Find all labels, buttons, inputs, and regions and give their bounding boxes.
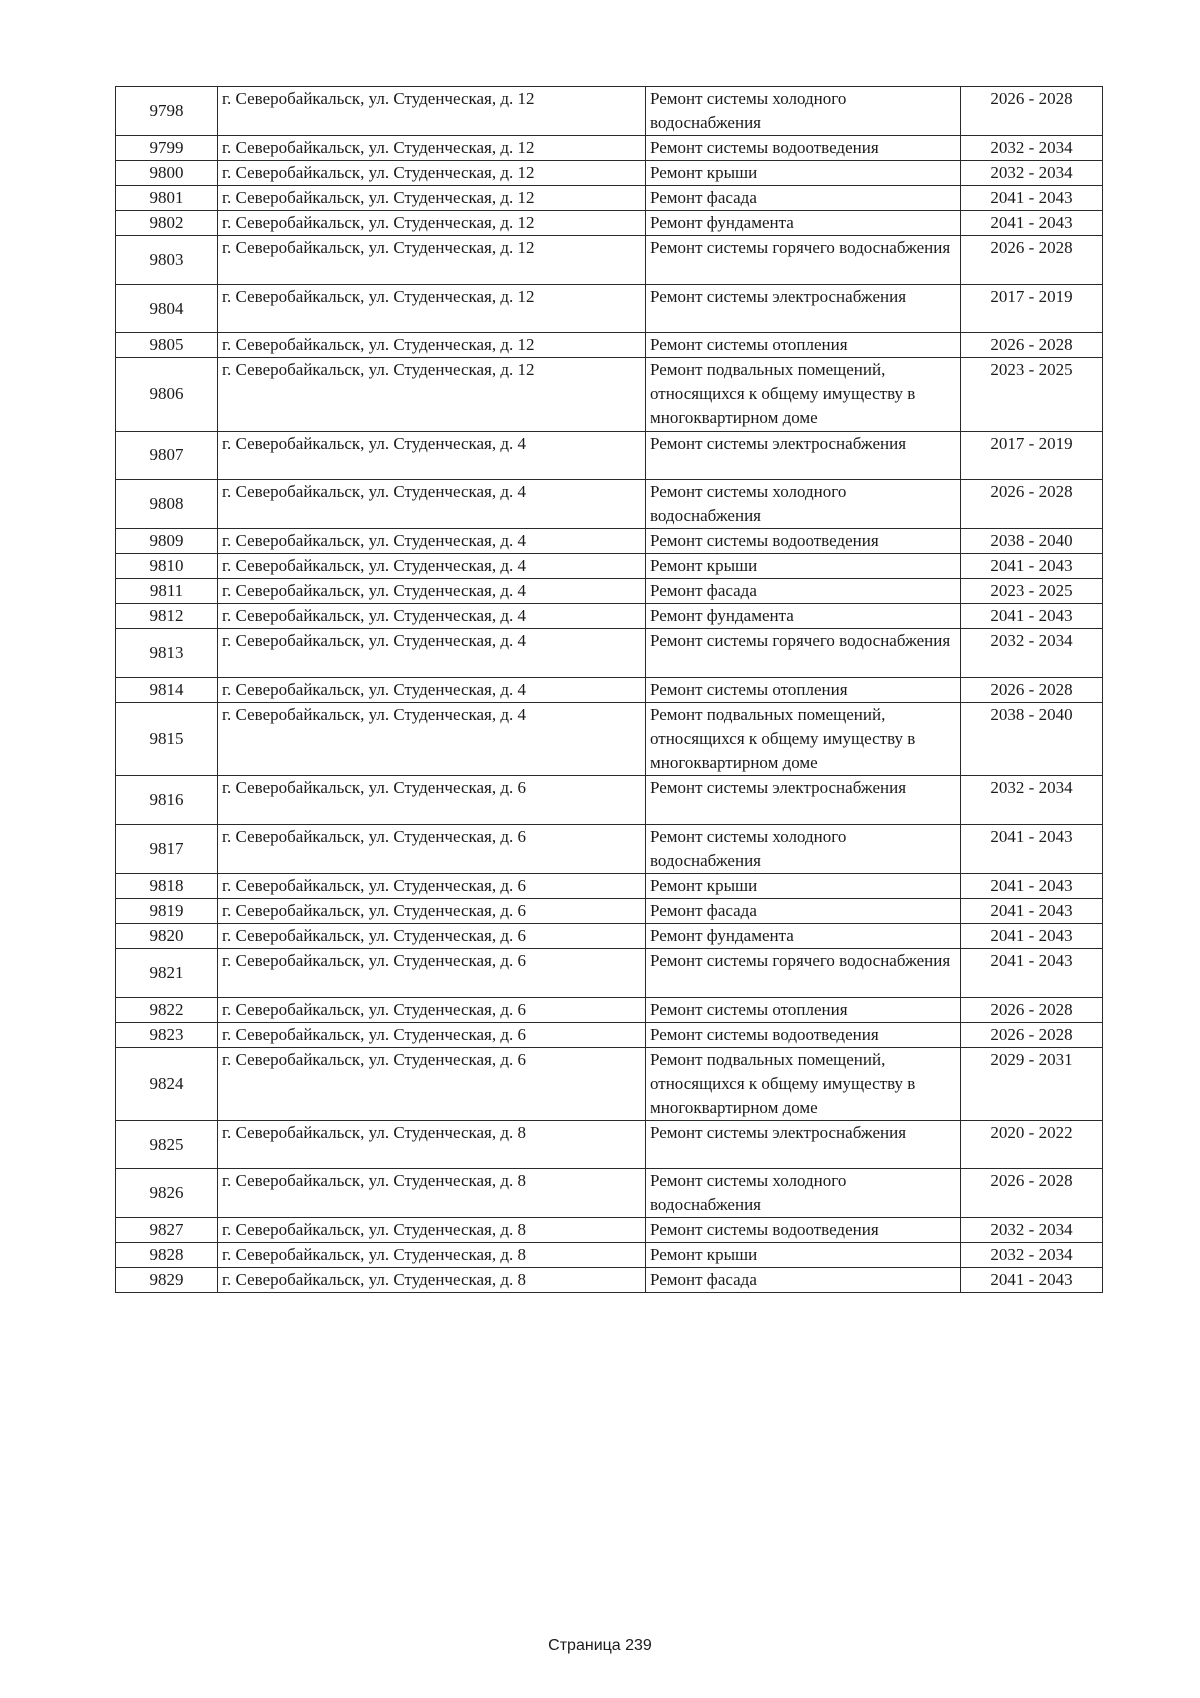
cell-work-type: Ремонт крыши	[646, 873, 961, 898]
cell-work-type: Ремонт системы электроснабжения	[646, 431, 961, 480]
cell-work-type: Ремонт системы водоотведения	[646, 529, 961, 554]
cell-work-type: Ремонт системы водоотведения	[646, 1218, 961, 1243]
table-row	[116, 554, 1103, 579]
cell-period: 2041 - 2043	[961, 554, 1103, 579]
table-body	[116, 87, 1103, 1293]
cell-number: 9824	[116, 1047, 218, 1120]
cell-period: 2026 - 2028	[961, 236, 1103, 285]
cell-period: 2026 - 2028	[961, 333, 1103, 358]
cell-period: 2032 - 2034	[961, 1218, 1103, 1243]
cell-period: 2041 - 2043	[961, 211, 1103, 236]
cell-number: 9799	[116, 136, 218, 161]
cell-address: г. Северобайкальск, ул. Студенческая, д. 6	[218, 1047, 646, 1120]
cell-period: 2041 - 2043	[961, 186, 1103, 211]
cell-address: г. Северобайкальск, ул. Студенческая, д. 12	[218, 136, 646, 161]
table-row	[116, 1169, 1103, 1218]
cell-work-type: Ремонт фасада	[646, 579, 961, 604]
cell-period: 2038 - 2040	[961, 702, 1103, 775]
cell-period: 2017 - 2019	[961, 431, 1103, 480]
cell-period: 2020 - 2022	[961, 1120, 1103, 1169]
cell-address: г. Северобайкальск, ул. Студенческая, д. 6	[218, 948, 646, 997]
cell-number: 9818	[116, 873, 218, 898]
cell-address: г. Северобайкальск, ул. Студенческая, д. 6	[218, 824, 646, 873]
table-row	[116, 997, 1103, 1022]
cell-work-type: Ремонт крыши	[646, 161, 961, 186]
cell-work-type: Ремонт фасада	[646, 186, 961, 211]
cell-number: 9801	[116, 186, 218, 211]
table-row	[116, 431, 1103, 480]
cell-address: г. Северобайкальск, ул. Студенческая, д. 4	[218, 604, 646, 629]
table-row	[116, 824, 1103, 873]
cell-work-type: Ремонт системы водоотведения	[646, 136, 961, 161]
table-row	[116, 1022, 1103, 1047]
cell-address: г. Северобайкальск, ул. Студенческая, д. 6	[218, 898, 646, 923]
cell-number: 9800	[116, 161, 218, 186]
cell-period: 2026 - 2028	[961, 677, 1103, 702]
cell-number: 9816	[116, 776, 218, 825]
table-row	[116, 284, 1103, 333]
cell-number: 9819	[116, 898, 218, 923]
cell-work-type: Ремонт системы электроснабжения	[646, 776, 961, 825]
cell-period: 2023 - 2025	[961, 579, 1103, 604]
cell-number: 9810	[116, 554, 218, 579]
cell-number: 9817	[116, 824, 218, 873]
cell-address: г. Северобайкальск, ул. Студенческая, д. 8	[218, 1268, 646, 1293]
table-row	[116, 136, 1103, 161]
cell-period: 2041 - 2043	[961, 604, 1103, 629]
cell-address: г. Северобайкальск, ул. Студенческая, д. 12	[218, 161, 646, 186]
table-row	[116, 873, 1103, 898]
cell-number: 9807	[116, 431, 218, 480]
cell-work-type: Ремонт системы отопления	[646, 997, 961, 1022]
cell-work-type: Ремонт системы холодного водоснабжения	[646, 87, 961, 136]
cell-address: г. Северобайкальск, ул. Студенческая, д. 6	[218, 776, 646, 825]
repair-schedule-table	[115, 86, 1103, 1293]
cell-number: 9809	[116, 529, 218, 554]
cell-number: 9822	[116, 997, 218, 1022]
cell-period: 2017 - 2019	[961, 284, 1103, 333]
cell-address: г. Северобайкальск, ул. Студенческая, д. 4	[218, 431, 646, 480]
table-row	[116, 1218, 1103, 1243]
table-row	[116, 1243, 1103, 1268]
cell-work-type: Ремонт подвальных помещений, относящихся к общему имуществу в многоквартирном доме	[646, 1047, 961, 1120]
cell-number: 9814	[116, 677, 218, 702]
cell-period: 2026 - 2028	[961, 1169, 1103, 1218]
cell-work-type: Ремонт системы отопления	[646, 677, 961, 702]
cell-address: г. Северобайкальск, ул. Студенческая, д. 8	[218, 1218, 646, 1243]
cell-period: 2032 - 2034	[961, 136, 1103, 161]
cell-work-type: Ремонт системы горячего водоснабжения	[646, 236, 961, 285]
cell-address: г. Северобайкальск, ул. Студенческая, д. 6	[218, 923, 646, 948]
cell-address: г. Северобайкальск, ул. Студенческая, д. 4	[218, 579, 646, 604]
cell-number: 9827	[116, 1218, 218, 1243]
table-row	[116, 529, 1103, 554]
cell-address: г. Северобайкальск, ул. Студенческая, д. 12	[218, 333, 646, 358]
cell-period: 2026 - 2028	[961, 1022, 1103, 1047]
cell-address: г. Северобайкальск, ул. Студенческая, д. 12	[218, 284, 646, 333]
cell-address: г. Северобайкальск, ул. Студенческая, д. 8	[218, 1243, 646, 1268]
cell-work-type: Ремонт фундамента	[646, 923, 961, 948]
cell-period: 2041 - 2043	[961, 824, 1103, 873]
cell-number: 9812	[116, 604, 218, 629]
cell-address: г. Северобайкальск, ул. Студенческая, д. 8	[218, 1120, 646, 1169]
cell-work-type: Ремонт фасада	[646, 898, 961, 923]
cell-address: г. Северобайкальск, ул. Студенческая, д. 12	[218, 236, 646, 285]
cell-number: 9821	[116, 948, 218, 997]
cell-address: г. Северобайкальск, ул. Студенческая, д. 12	[218, 211, 646, 236]
cell-number: 9798	[116, 87, 218, 136]
cell-work-type: Ремонт фасада	[646, 1268, 961, 1293]
table-row	[116, 629, 1103, 678]
cell-number: 9811	[116, 579, 218, 604]
cell-number: 9808	[116, 480, 218, 529]
table-row	[116, 579, 1103, 604]
cell-period: 2026 - 2028	[961, 997, 1103, 1022]
cell-period: 2023 - 2025	[961, 358, 1103, 431]
cell-number: 9806	[116, 358, 218, 431]
cell-number: 9805	[116, 333, 218, 358]
cell-work-type: Ремонт крыши	[646, 554, 961, 579]
cell-period: 2032 - 2034	[961, 776, 1103, 825]
table-row	[116, 776, 1103, 825]
cell-number: 9825	[116, 1120, 218, 1169]
cell-number: 9829	[116, 1268, 218, 1293]
table-row	[116, 923, 1103, 948]
cell-number: 9826	[116, 1169, 218, 1218]
cell-work-type: Ремонт системы электроснабжения	[646, 284, 961, 333]
table-row	[116, 161, 1103, 186]
cell-period: 2038 - 2040	[961, 529, 1103, 554]
cell-number: 9804	[116, 284, 218, 333]
cell-period: 2026 - 2028	[961, 480, 1103, 529]
cell-number: 9828	[116, 1243, 218, 1268]
table-row	[116, 211, 1103, 236]
cell-work-type: Ремонт системы холодного водоснабжения	[646, 1169, 961, 1218]
cell-address: г. Северобайкальск, ул. Студенческая, д. 6	[218, 1022, 646, 1047]
table-row	[116, 236, 1103, 285]
cell-address: г. Северобайкальск, ул. Студенческая, д. 4	[218, 480, 646, 529]
cell-address: г. Северобайкальск, ул. Студенческая, д. 12	[218, 358, 646, 431]
cell-period: 2026 - 2028	[961, 87, 1103, 136]
cell-address: г. Северобайкальск, ул. Студенческая, д. 6	[218, 997, 646, 1022]
table-row	[116, 480, 1103, 529]
cell-address: г. Северобайкальск, ул. Студенческая, д. 4	[218, 629, 646, 678]
table-row	[116, 358, 1103, 431]
cell-work-type: Ремонт системы электроснабжения	[646, 1120, 961, 1169]
table-row	[116, 1120, 1103, 1169]
cell-address: г. Северобайкальск, ул. Студенческая, д. 12	[218, 186, 646, 211]
cell-work-type: Ремонт крыши	[646, 1243, 961, 1268]
table-row	[116, 948, 1103, 997]
cell-work-type: Ремонт системы отопления	[646, 333, 961, 358]
cell-number: 9803	[116, 236, 218, 285]
cell-period: 2032 - 2034	[961, 161, 1103, 186]
cell-number: 9820	[116, 923, 218, 948]
cell-period: 2041 - 2043	[961, 1268, 1103, 1293]
cell-work-type: Ремонт системы горячего водоснабжения	[646, 948, 961, 997]
table-row	[116, 677, 1103, 702]
cell-period: 2041 - 2043	[961, 923, 1103, 948]
cell-work-type: Ремонт подвальных помещений, относящихся к общему имуществу в многоквартирном доме	[646, 702, 961, 775]
cell-address: г. Северобайкальск, ул. Студенческая, д. 4	[218, 677, 646, 702]
cell-number: 9813	[116, 629, 218, 678]
cell-address: г. Северобайкальск, ул. Студенческая, д. 12	[218, 87, 646, 136]
cell-address: г. Северобайкальск, ул. Студенческая, д. 4	[218, 702, 646, 775]
cell-address: г. Северобайкальск, ул. Студенческая, д. 6	[218, 873, 646, 898]
cell-address: г. Северобайкальск, ул. Студенческая, д. 4	[218, 529, 646, 554]
cell-number: 9815	[116, 702, 218, 775]
cell-period: 2029 - 2031	[961, 1047, 1103, 1120]
table-row	[116, 702, 1103, 775]
cell-period: 2032 - 2034	[961, 629, 1103, 678]
cell-work-type: Ремонт системы холодного водоснабжения	[646, 824, 961, 873]
table-row	[116, 1047, 1103, 1120]
table-row	[116, 1268, 1103, 1293]
table-row	[116, 604, 1103, 629]
table-row	[116, 333, 1103, 358]
cell-work-type: Ремонт системы горячего водоснабжения	[646, 629, 961, 678]
cell-work-type: Ремонт фундамента	[646, 604, 961, 629]
cell-period: 2041 - 2043	[961, 948, 1103, 997]
table-row	[116, 898, 1103, 923]
cell-number: 9823	[116, 1022, 218, 1047]
cell-address: г. Северобайкальск, ул. Студенческая, д. 4	[218, 554, 646, 579]
cell-work-type: Ремонт фундамента	[646, 211, 961, 236]
cell-work-type: Ремонт системы водоотведения	[646, 1022, 961, 1047]
table-row	[116, 87, 1103, 136]
cell-period: 2032 - 2034	[961, 1243, 1103, 1268]
page-number: Страница 239	[548, 1637, 652, 1654]
cell-work-type: Ремонт системы холодного водоснабжения	[646, 480, 961, 529]
cell-period: 2041 - 2043	[961, 898, 1103, 923]
cell-period: 2041 - 2043	[961, 873, 1103, 898]
cell-address: г. Северобайкальск, ул. Студенческая, д. 8	[218, 1169, 646, 1218]
cell-number: 9802	[116, 211, 218, 236]
table-row	[116, 186, 1103, 211]
cell-work-type: Ремонт подвальных помещений, относящихся к общему имуществу в многоквартирном доме	[646, 358, 961, 431]
